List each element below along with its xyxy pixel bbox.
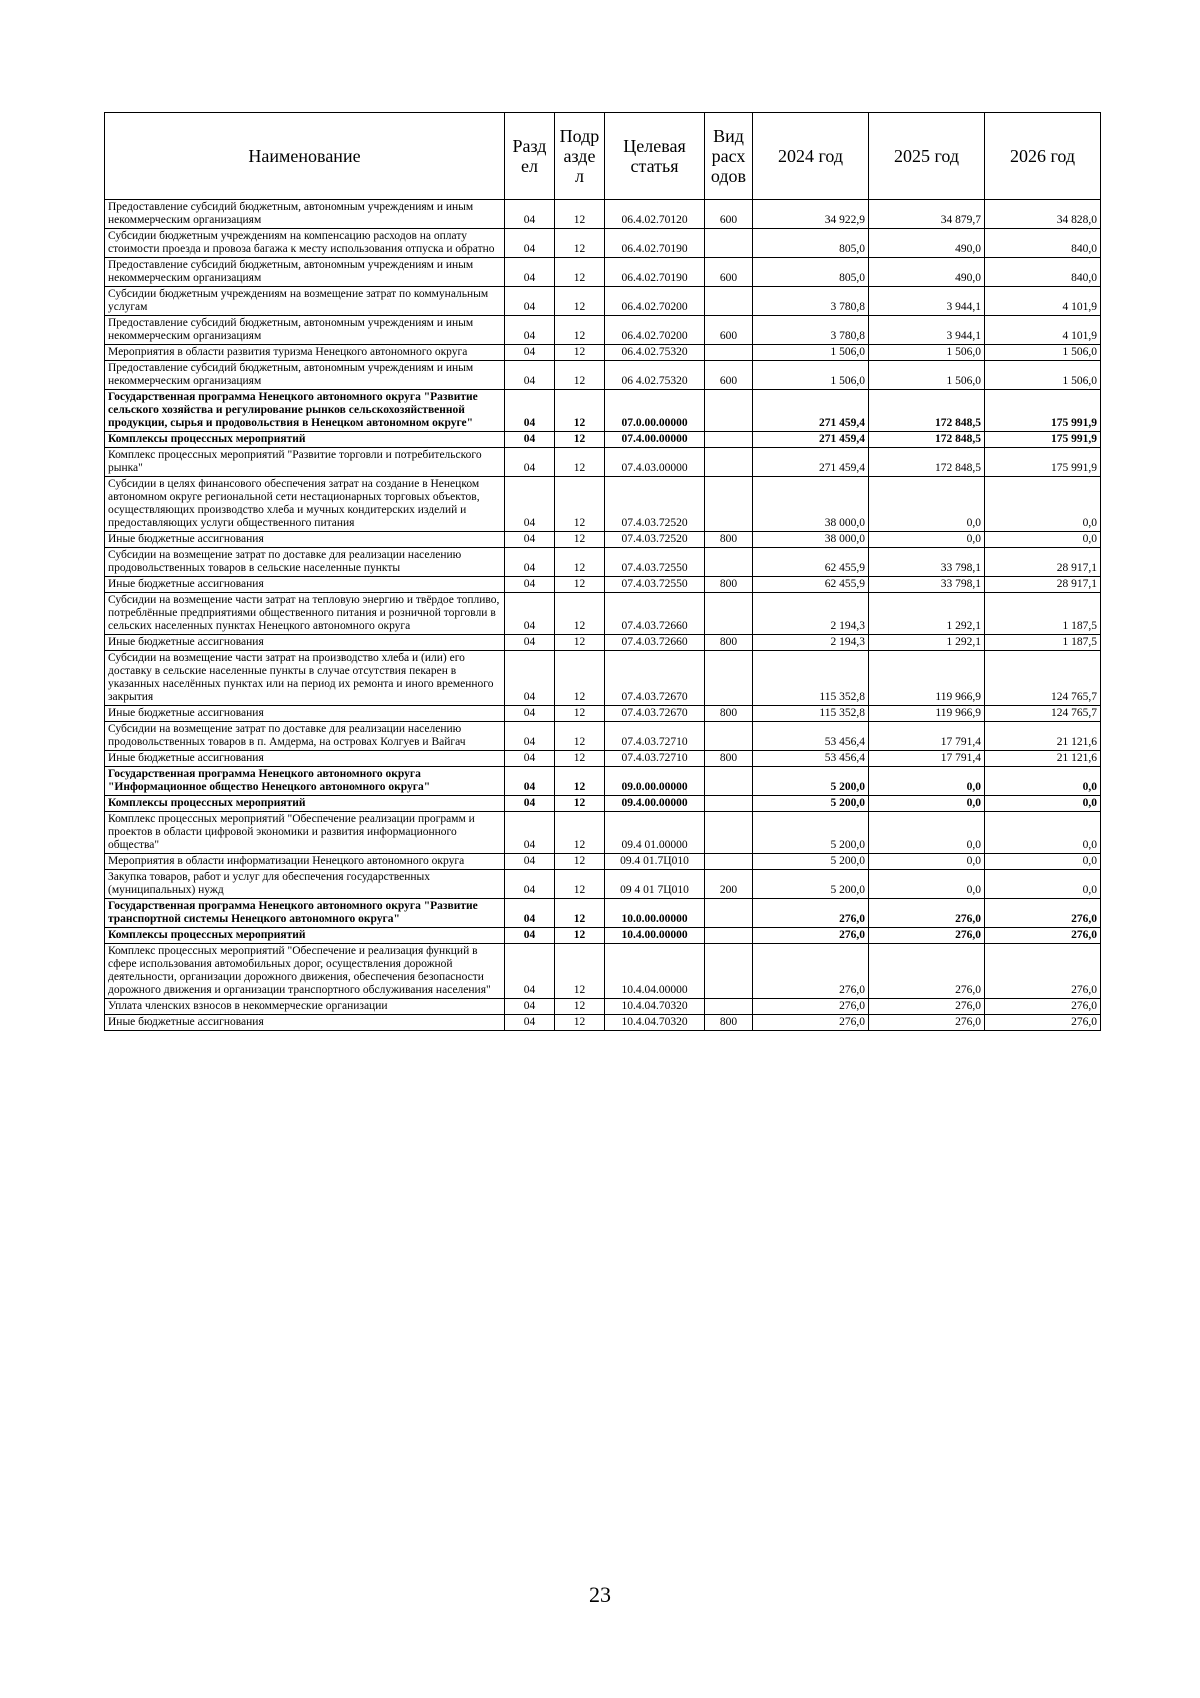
cell-name: Иные бюджетные ассигнования	[105, 706, 505, 722]
cell-expense-kind	[705, 477, 753, 532]
cell-target-article: 07.4.03.72550	[605, 548, 705, 577]
cell-name: Комплексы процессных мероприятий	[105, 796, 505, 812]
cell-expense-kind	[705, 651, 753, 706]
cell-target-article: 07.4.03.72660	[605, 635, 705, 651]
cell-subsection: 12	[555, 532, 605, 548]
table-row	[105, 999, 1101, 1015]
cell-name: Субсидии бюджетным учреждениям на компенсацию расходов на оплату стоимости проезда и провоза багажа к месту использования отпуска и обратно	[105, 229, 505, 258]
cell-amount-2025: 119 966,9	[869, 651, 985, 706]
cell-amount-2026: 0,0	[985, 532, 1101, 548]
cell-name: Иные бюджетные ассигнования	[105, 532, 505, 548]
cell-expense-kind	[705, 432, 753, 448]
cell-amount-2024: 38 000,0	[753, 532, 869, 548]
cell-section: 04	[505, 812, 555, 854]
cell-amount-2025: 276,0	[869, 944, 985, 999]
cell-target-article: 07.4.03.72670	[605, 651, 705, 706]
cell-expense-kind: 800	[705, 751, 753, 767]
cell-amount-2026: 34 828,0	[985, 200, 1101, 229]
cell-subsection: 12	[555, 258, 605, 287]
cell-target-article: 07.4.00.00000	[605, 432, 705, 448]
cell-name: Предоставление субсидий бюджетным, автономным учреждениям и иным некоммерческим организациям	[105, 200, 505, 229]
table-row	[105, 432, 1101, 448]
cell-target-article: 07.0.00.00000	[605, 390, 705, 432]
cell-expense-kind: 200	[705, 870, 753, 899]
cell-amount-2024: 5 200,0	[753, 812, 869, 854]
header-name: Наименование	[105, 113, 505, 200]
cell-amount-2025: 276,0	[869, 899, 985, 928]
cell-section: 04	[505, 361, 555, 390]
cell-subsection: 12	[555, 432, 605, 448]
cell-amount-2026: 0,0	[985, 796, 1101, 812]
cell-amount-2024: 5 200,0	[753, 854, 869, 870]
cell-target-article: 06.4.02.70200	[605, 287, 705, 316]
cell-section: 04	[505, 316, 555, 345]
cell-amount-2026: 1 187,5	[985, 635, 1101, 651]
cell-target-article: 06.4.02.70190	[605, 229, 705, 258]
cell-amount-2026: 21 121,6	[985, 751, 1101, 767]
cell-expense-kind	[705, 229, 753, 258]
cell-name: Уплата членских взносов в некоммерческие организации	[105, 999, 505, 1015]
cell-target-article: 09.4 01.00000	[605, 812, 705, 854]
cell-section: 04	[505, 928, 555, 944]
table-row	[105, 751, 1101, 767]
cell-expense-kind	[705, 854, 753, 870]
table-row	[105, 593, 1101, 635]
cell-name: Субсидии на возмещение затрат по доставке для реализации населению продовольственных товаров в сельские населенные пункты	[105, 548, 505, 577]
cell-target-article: 07.4.03.72710	[605, 751, 705, 767]
cell-section: 04	[505, 899, 555, 928]
cell-amount-2024: 2 194,3	[753, 593, 869, 635]
cell-amount-2025: 1 506,0	[869, 345, 985, 361]
cell-amount-2026: 1 187,5	[985, 593, 1101, 635]
table-row	[105, 870, 1101, 899]
cell-amount-2026: 124 765,7	[985, 651, 1101, 706]
cell-amount-2024: 2 194,3	[753, 635, 869, 651]
cell-target-article: 07.4.03.72520	[605, 477, 705, 532]
cell-amount-2024: 62 455,9	[753, 577, 869, 593]
cell-name: Иные бюджетные ассигнования	[105, 1015, 505, 1031]
cell-target-article: 07.4.03.72670	[605, 706, 705, 722]
cell-amount-2026: 276,0	[985, 899, 1101, 928]
cell-amount-2026: 175 991,9	[985, 432, 1101, 448]
cell-name: Иные бюджетные ассигнования	[105, 751, 505, 767]
cell-target-article: 07.4.03.00000	[605, 448, 705, 477]
cell-target-article: 07.4.03.72660	[605, 593, 705, 635]
cell-subsection: 12	[555, 200, 605, 229]
cell-target-article: 09.0.00.00000	[605, 767, 705, 796]
table-row	[105, 258, 1101, 287]
cell-amount-2026: 1 506,0	[985, 345, 1101, 361]
cell-expense-kind: 600	[705, 361, 753, 390]
cell-amount-2026: 4 101,9	[985, 287, 1101, 316]
table-row	[105, 722, 1101, 751]
cell-expense-kind	[705, 767, 753, 796]
cell-subsection: 12	[555, 448, 605, 477]
table-row	[105, 532, 1101, 548]
cell-amount-2024: 53 456,4	[753, 722, 869, 751]
cell-section: 04	[505, 287, 555, 316]
cell-expense-kind	[705, 899, 753, 928]
table-body	[105, 200, 1101, 1031]
header-target-article: Целевая статья	[605, 113, 705, 200]
cell-target-article: 09.4 01.7Ц010	[605, 854, 705, 870]
cell-expense-kind: 800	[705, 706, 753, 722]
cell-name: Предоставление субсидий бюджетным, автономным учреждениям и иным некоммерческим организациям	[105, 258, 505, 287]
cell-amount-2024: 1 506,0	[753, 345, 869, 361]
header-year-2024: 2024 год	[753, 113, 869, 200]
cell-name: Иные бюджетные ассигнования	[105, 577, 505, 593]
cell-subsection: 12	[555, 361, 605, 390]
cell-amount-2024: 271 459,4	[753, 432, 869, 448]
table-row	[105, 854, 1101, 870]
cell-name: Предоставление субсидий бюджетным, автономным учреждениям и иным некоммерческим организациям	[105, 361, 505, 390]
cell-amount-2025: 172 848,5	[869, 448, 985, 477]
cell-amount-2026: 175 991,9	[985, 448, 1101, 477]
table-row	[105, 200, 1101, 229]
cell-section: 04	[505, 229, 555, 258]
cell-name: Государственная программа Ненецкого автономного округа "Информационное общество Ненецкого автономного округа"	[105, 767, 505, 796]
table-row	[105, 944, 1101, 999]
cell-section: 04	[505, 651, 555, 706]
cell-amount-2025: 33 798,1	[869, 548, 985, 577]
cell-name: Субсидии бюджетным учреждениям на возмещение затрат по коммунальным услугам	[105, 287, 505, 316]
table-header-row	[105, 113, 1101, 200]
cell-section: 04	[505, 258, 555, 287]
table-row	[105, 448, 1101, 477]
cell-amount-2025: 276,0	[869, 999, 985, 1015]
cell-amount-2025: 0,0	[869, 532, 985, 548]
cell-subsection: 12	[555, 899, 605, 928]
cell-amount-2024: 5 200,0	[753, 796, 869, 812]
cell-name: Субсидии на возмещение части затрат на производство хлеба и (или) его доставку в сельские населенные пункты в случае отсутствия пекарен в указанных населённых пунктах или на период их ремонта и иного временного закрытия	[105, 651, 505, 706]
cell-amount-2025: 172 848,5	[869, 390, 985, 432]
cell-section: 04	[505, 345, 555, 361]
cell-amount-2024: 115 352,8	[753, 651, 869, 706]
header-section: Разд ел	[505, 113, 555, 200]
cell-section: 04	[505, 635, 555, 651]
page-number: 23	[589, 1582, 611, 1607]
cell-amount-2025: 1 506,0	[869, 361, 985, 390]
cell-amount-2024: 805,0	[753, 229, 869, 258]
cell-section: 04	[505, 390, 555, 432]
table-row	[105, 1015, 1101, 1031]
cell-expense-kind	[705, 345, 753, 361]
table-row	[105, 767, 1101, 796]
cell-amount-2025: 172 848,5	[869, 432, 985, 448]
cell-amount-2025: 0,0	[869, 812, 985, 854]
cell-expense-kind: 800	[705, 532, 753, 548]
cell-target-article: 07.4.03.72550	[605, 577, 705, 593]
cell-amount-2026: 840,0	[985, 258, 1101, 287]
cell-amount-2024: 5 200,0	[753, 767, 869, 796]
table-row	[105, 390, 1101, 432]
cell-amount-2026: 124 765,7	[985, 706, 1101, 722]
cell-amount-2025: 17 791,4	[869, 751, 985, 767]
cell-expense-kind	[705, 722, 753, 751]
cell-subsection: 12	[555, 593, 605, 635]
header-subsection: Подр азде л	[555, 113, 605, 200]
table-row	[105, 651, 1101, 706]
cell-name: Иные бюджетные ассигнования	[105, 635, 505, 651]
cell-amount-2025: 0,0	[869, 854, 985, 870]
cell-target-article: 10.4.00.00000	[605, 928, 705, 944]
cell-amount-2024: 62 455,9	[753, 548, 869, 577]
cell-section: 04	[505, 999, 555, 1015]
cell-name: Государственная программа Ненецкого автономного округа "Развитие сельского хозяйства и регулирование рынков сельскохозяйственной продукции, сырья и продовольствия в Ненецком автономном округе"	[105, 390, 505, 432]
budget-sheet	[104, 112, 1100, 1031]
cell-amount-2025: 1 292,1	[869, 635, 985, 651]
cell-amount-2024: 276,0	[753, 999, 869, 1015]
cell-expense-kind: 600	[705, 258, 753, 287]
cell-amount-2026: 0,0	[985, 812, 1101, 854]
cell-amount-2024: 271 459,4	[753, 448, 869, 477]
cell-subsection: 12	[555, 577, 605, 593]
cell-section: 04	[505, 870, 555, 899]
table-row	[105, 635, 1101, 651]
cell-subsection: 12	[555, 999, 605, 1015]
header-year-2026: 2026 год	[985, 113, 1101, 200]
cell-expense-kind	[705, 448, 753, 477]
cell-expense-kind	[705, 812, 753, 854]
cell-amount-2026: 0,0	[985, 767, 1101, 796]
cell-subsection: 12	[555, 345, 605, 361]
cell-target-article: 06.4.02.70190	[605, 258, 705, 287]
cell-section: 04	[505, 577, 555, 593]
cell-target-article: 07.4.03.72710	[605, 722, 705, 751]
cell-amount-2025: 0,0	[869, 796, 985, 812]
cell-amount-2025: 17 791,4	[869, 722, 985, 751]
cell-amount-2024: 53 456,4	[753, 751, 869, 767]
cell-name: Предоставление субсидий бюджетным, автономным учреждениям и иным некоммерческим организациям	[105, 316, 505, 345]
cell-subsection: 12	[555, 1015, 605, 1031]
cell-expense-kind	[705, 944, 753, 999]
cell-amount-2025: 34 879,7	[869, 200, 985, 229]
cell-subsection: 12	[555, 722, 605, 751]
cell-expense-kind: 800	[705, 577, 753, 593]
cell-amount-2026: 4 101,9	[985, 316, 1101, 345]
cell-section: 04	[505, 706, 555, 722]
table-row	[105, 796, 1101, 812]
cell-amount-2025: 33 798,1	[869, 577, 985, 593]
cell-target-article: 09 4 01 7Ц010	[605, 870, 705, 899]
cell-amount-2024: 276,0	[753, 899, 869, 928]
cell-subsection: 12	[555, 548, 605, 577]
cell-amount-2024: 271 459,4	[753, 390, 869, 432]
table-row	[105, 812, 1101, 854]
cell-subsection: 12	[555, 854, 605, 870]
cell-name: Мероприятия в области развития туризма Ненецкого автономного округа	[105, 345, 505, 361]
cell-amount-2024: 3 780,8	[753, 316, 869, 345]
table-row	[105, 577, 1101, 593]
cell-amount-2026: 276,0	[985, 1015, 1101, 1031]
cell-target-article: 06.4.02.70200	[605, 316, 705, 345]
header-year-2025: 2025 год	[869, 113, 985, 200]
cell-expense-kind	[705, 928, 753, 944]
cell-section: 04	[505, 448, 555, 477]
cell-name: Мероприятия в области информатизации Ненецкого автономного округа	[105, 854, 505, 870]
cell-expense-kind: 800	[705, 635, 753, 651]
cell-amount-2024: 1 506,0	[753, 361, 869, 390]
cell-subsection: 12	[555, 706, 605, 722]
cell-subsection: 12	[555, 751, 605, 767]
cell-name: Комплекс процессных мероприятий "Обеспечение реализации программ и проектов в области цифровой экономики и развития информационного общества"	[105, 812, 505, 854]
cell-amount-2025: 3 944,1	[869, 287, 985, 316]
cell-subsection: 12	[555, 767, 605, 796]
cell-expense-kind: 600	[705, 316, 753, 345]
cell-amount-2026: 840,0	[985, 229, 1101, 258]
cell-amount-2024: 34 922,9	[753, 200, 869, 229]
cell-amount-2024: 3 780,8	[753, 287, 869, 316]
cell-target-article: 06.4.02.75320	[605, 345, 705, 361]
cell-amount-2026: 276,0	[985, 928, 1101, 944]
cell-amount-2026: 28 917,1	[985, 548, 1101, 577]
cell-name: Комплексы процессных мероприятий	[105, 432, 505, 448]
table-row	[105, 706, 1101, 722]
cell-expense-kind	[705, 593, 753, 635]
cell-subsection: 12	[555, 316, 605, 345]
cell-section: 04	[505, 1015, 555, 1031]
cell-section: 04	[505, 722, 555, 751]
cell-subsection: 12	[555, 635, 605, 651]
cell-name: Субсидии на возмещение затрат по доставке для реализации населению продовольственных товаров в п. Амдерма, на островах Колгуев и Вайгач	[105, 722, 505, 751]
cell-name: Субсидии на возмещение части затрат на тепловую энергию и твёрдое топливо, потреблённые предприятиями общественного питания и розничной торговли в сельских населенных пунктах Ненецкого автономного округа	[105, 593, 505, 635]
cell-subsection: 12	[555, 944, 605, 999]
cell-expense-kind	[705, 999, 753, 1015]
budget-table	[104, 112, 1101, 1031]
cell-amount-2026: 21 121,6	[985, 722, 1101, 751]
cell-amount-2024: 276,0	[753, 944, 869, 999]
cell-name: Субсидии в целях финансового обеспечения затрат на создание в Ненецком автономном округе региональной сети нестационарных торговых объектов, осуществляющих производство хлеба и мучных кондитерских изделий и предоставляющих услуги общественного питания	[105, 477, 505, 532]
table-row	[105, 361, 1101, 390]
cell-amount-2026: 276,0	[985, 999, 1101, 1015]
cell-name: Комплекс процессных мероприятий "Развитие торговли и потребительского рынка"	[105, 448, 505, 477]
header-expense-kind: Вид расх одов	[705, 113, 753, 200]
table-row	[105, 287, 1101, 316]
cell-amount-2025: 3 944,1	[869, 316, 985, 345]
table-row	[105, 899, 1101, 928]
cell-subsection: 12	[555, 651, 605, 706]
table-row	[105, 229, 1101, 258]
cell-amount-2025: 119 966,9	[869, 706, 985, 722]
cell-target-article: 10.0.00.00000	[605, 899, 705, 928]
cell-subsection: 12	[555, 812, 605, 854]
cell-amount-2026: 1 506,0	[985, 361, 1101, 390]
cell-amount-2025: 490,0	[869, 258, 985, 287]
cell-amount-2026: 0,0	[985, 854, 1101, 870]
table-row	[105, 345, 1101, 361]
table-row	[105, 928, 1101, 944]
cell-amount-2024: 276,0	[753, 928, 869, 944]
table-row	[105, 316, 1101, 345]
cell-amount-2026: 28 917,1	[985, 577, 1101, 593]
cell-amount-2024: 5 200,0	[753, 870, 869, 899]
cell-expense-kind	[705, 287, 753, 316]
cell-section: 04	[505, 854, 555, 870]
cell-subsection: 12	[555, 390, 605, 432]
cell-amount-2025: 1 292,1	[869, 593, 985, 635]
cell-section: 04	[505, 477, 555, 532]
cell-section: 04	[505, 944, 555, 999]
cell-target-article: 09.4.00.00000	[605, 796, 705, 812]
cell-section: 04	[505, 432, 555, 448]
cell-amount-2024: 276,0	[753, 1015, 869, 1031]
cell-section: 04	[505, 593, 555, 635]
cell-amount-2025: 0,0	[869, 477, 985, 532]
cell-target-article: 10.4.04.70320	[605, 1015, 705, 1031]
cell-subsection: 12	[555, 287, 605, 316]
cell-amount-2025: 276,0	[869, 928, 985, 944]
cell-subsection: 12	[555, 477, 605, 532]
cell-section: 04	[505, 796, 555, 812]
cell-name: Комплекс процессных мероприятий "Обеспечение и реализация функций в сфере использования автомобильных дорог, осуществления дорожной деятельности, организации дорожного движения, обеспечения безопасности дорожного движения и организации транспортного обслуживания населения"	[105, 944, 505, 999]
cell-section: 04	[505, 751, 555, 767]
table-row	[105, 548, 1101, 577]
cell-section: 04	[505, 548, 555, 577]
cell-amount-2024: 38 000,0	[753, 477, 869, 532]
cell-target-article: 10.4.04.00000	[605, 944, 705, 999]
cell-target-article: 07.4.03.72520	[605, 532, 705, 548]
cell-expense-kind	[705, 796, 753, 812]
cell-amount-2026: 0,0	[985, 870, 1101, 899]
cell-amount-2026: 0,0	[985, 477, 1101, 532]
cell-section: 04	[505, 767, 555, 796]
cell-amount-2025: 0,0	[869, 767, 985, 796]
cell-section: 04	[505, 200, 555, 229]
cell-target-article: 06.4.02.70120	[605, 200, 705, 229]
cell-section: 04	[505, 532, 555, 548]
cell-expense-kind	[705, 390, 753, 432]
cell-name: Государственная программа Ненецкого автономного округа "Развитие транспортной системы Ненецкого автономного округа"	[105, 899, 505, 928]
cell-amount-2025: 490,0	[869, 229, 985, 258]
cell-subsection: 12	[555, 796, 605, 812]
cell-expense-kind: 600	[705, 200, 753, 229]
cell-target-article: 10.4.04.70320	[605, 999, 705, 1015]
cell-subsection: 12	[555, 870, 605, 899]
cell-name: Комплексы процессных мероприятий	[105, 928, 505, 944]
cell-expense-kind	[705, 548, 753, 577]
cell-amount-2026: 175 991,9	[985, 390, 1101, 432]
cell-subsection: 12	[555, 229, 605, 258]
cell-subsection: 12	[555, 928, 605, 944]
cell-expense-kind: 800	[705, 1015, 753, 1031]
cell-amount-2025: 276,0	[869, 1015, 985, 1031]
cell-amount-2024: 805,0	[753, 258, 869, 287]
cell-amount-2024: 115 352,8	[753, 706, 869, 722]
cell-amount-2025: 0,0	[869, 870, 985, 899]
table-row	[105, 477, 1101, 532]
cell-amount-2026: 276,0	[985, 944, 1101, 999]
cell-name: Закупка товаров, работ и услуг для обеспечения государственных (муниципальных) нужд	[105, 870, 505, 899]
cell-target-article: 06 4.02.75320	[605, 361, 705, 390]
